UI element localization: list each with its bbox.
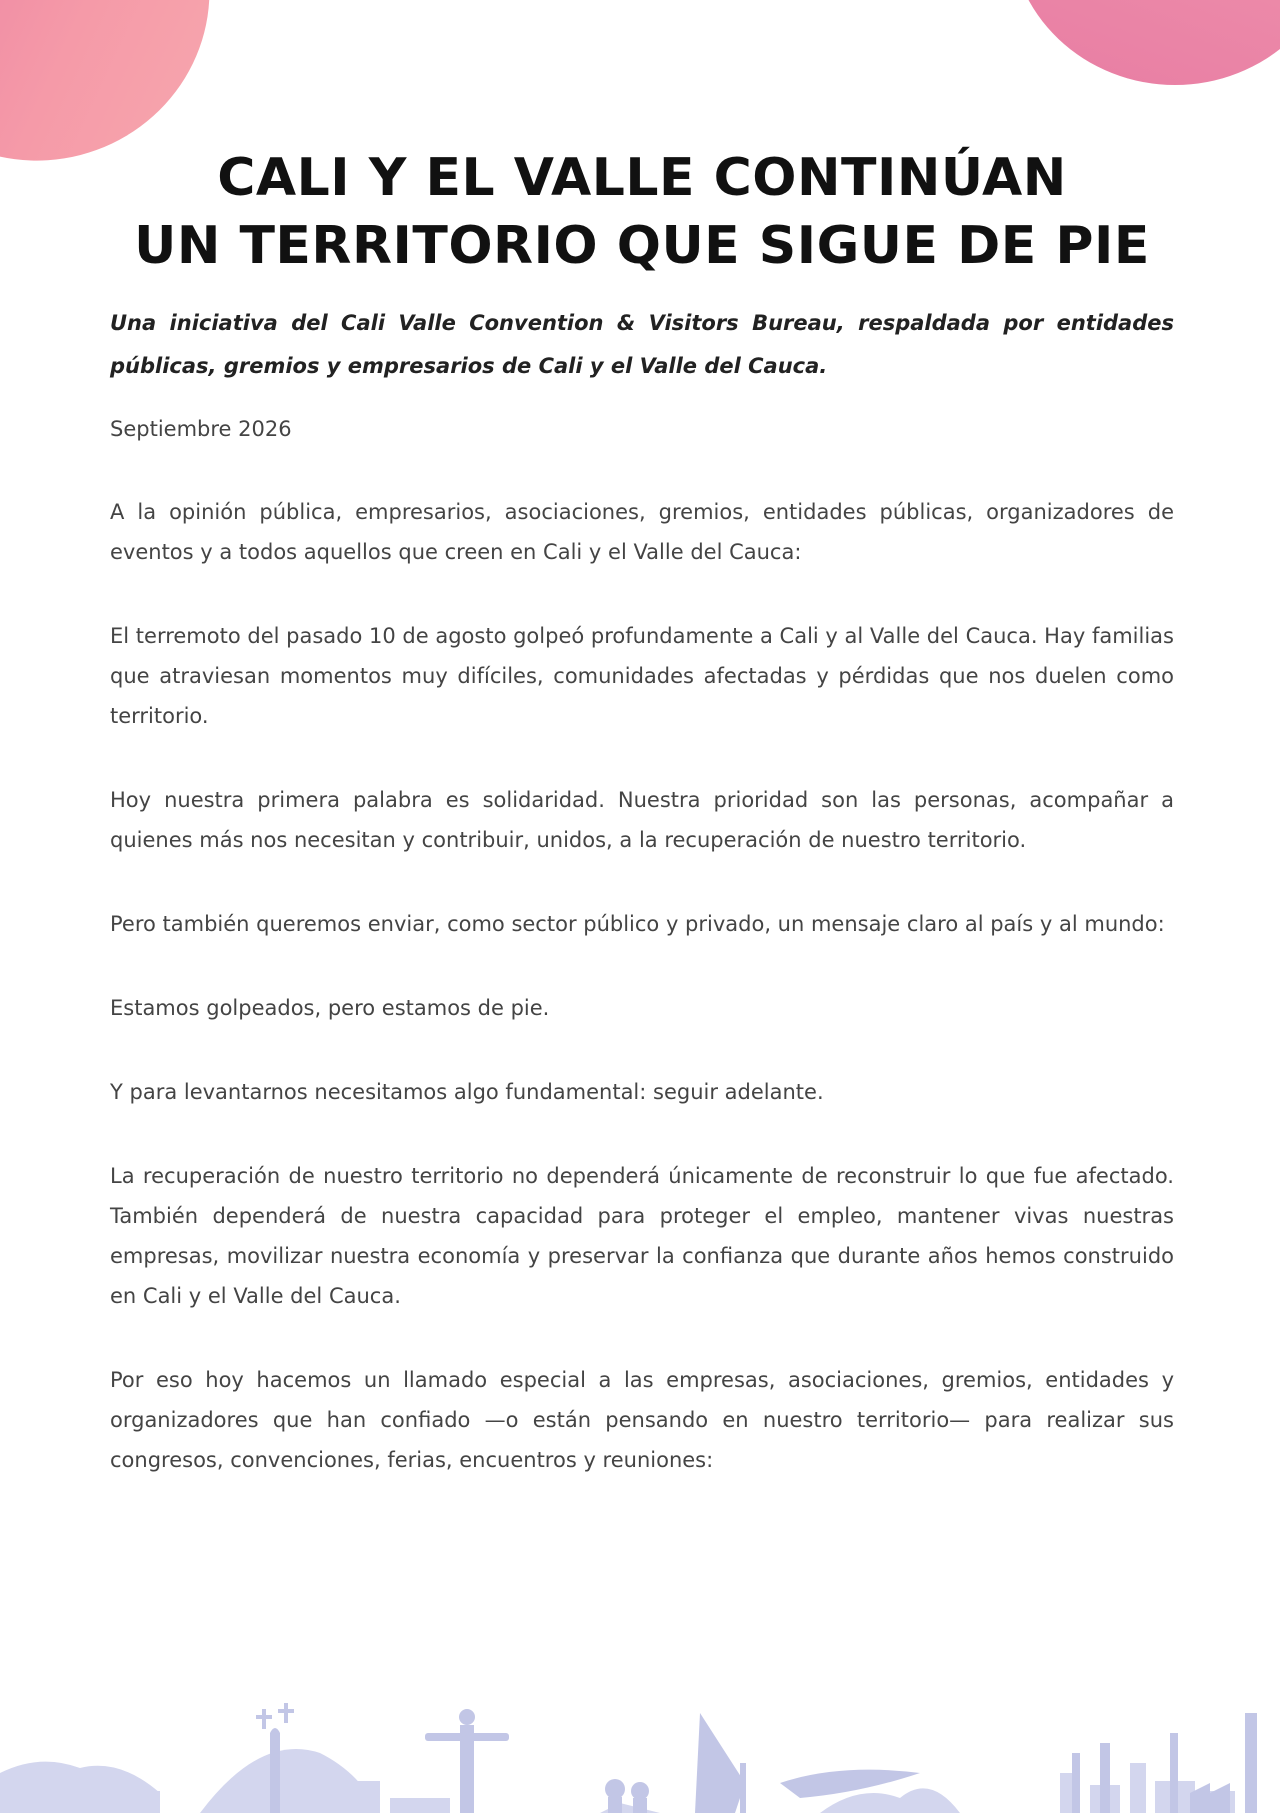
paragraph-2: El terremoto del pasado 10 de agosto golpeó profundamente a Cali y al Valle del Cauca. Hay familias que atraviesan momentos muy difíciles, comunidades afectadas y pérdidas que nos duelen como territorio.	[110, 624, 1174, 728]
city-skyline-illustration	[0, 1673, 1280, 1813]
document-subtitle: Una iniciativa del Cali Valle Convention & Visitors Bureau, respaldada por entidades públicas, gremios y empresarios de Cali y el Valle del Cauca.	[110, 311, 1174, 378]
paragraph-7: La recuperación de nuestro territorio no dependerá únicamente de reconstruir lo que fue afectado. También dependerá de nuestra capacidad para proteger el empleo, mantener vivas nuestras empresas, movilizar nuestra economía y preservar la confianza que durante años hemos construido en Cali y el Valle del Cauca.	[110, 1164, 1174, 1308]
paragraph-6: Y para levantarnos necesitamos algo fundamental: seguir adelante.	[110, 1080, 824, 1104]
title-line-1: CALI Y EL VALLE CONTINÚAN	[217, 148, 1067, 208]
paragraph-5: Estamos golpeados, pero estamos de pie.	[110, 996, 550, 1020]
title-line-2: UN TERRITORIO QUE SIGUE DE PIE	[134, 216, 1150, 276]
document-page	[110, 0, 1174, 1480]
paragraph-3: Hoy nuestra primera palabra es solidaridad. Nuestra prioridad son las personas, acompañar a quienes más nos necesitan y contribuir, unidos, a la recuperación de nuestro territorio.	[110, 788, 1174, 852]
paragraph-1: A la opinión pública, empresarios, asociaciones, gremios, entidades públicas, organizadores de eventos y a todos aquellos que creen en Cali y el Valle del Cauca:	[110, 500, 1174, 564]
paragraph-4: Pero también queremos enviar, como sector público y privado, un mensaje claro al país y al mundo:	[110, 912, 1165, 936]
document-title	[110, 144, 1174, 280]
document-date: Septiembre 2026	[110, 417, 292, 441]
paragraph-8: Por eso hoy hacemos un llamado especial a las empresas, asociaciones, gremios, entidades y organizadores que han confiado —o están pensando en nuestro territorio— para realizar sus congresos, convenciones, ferias, encuentros y reuniones:	[110, 1368, 1174, 1472]
